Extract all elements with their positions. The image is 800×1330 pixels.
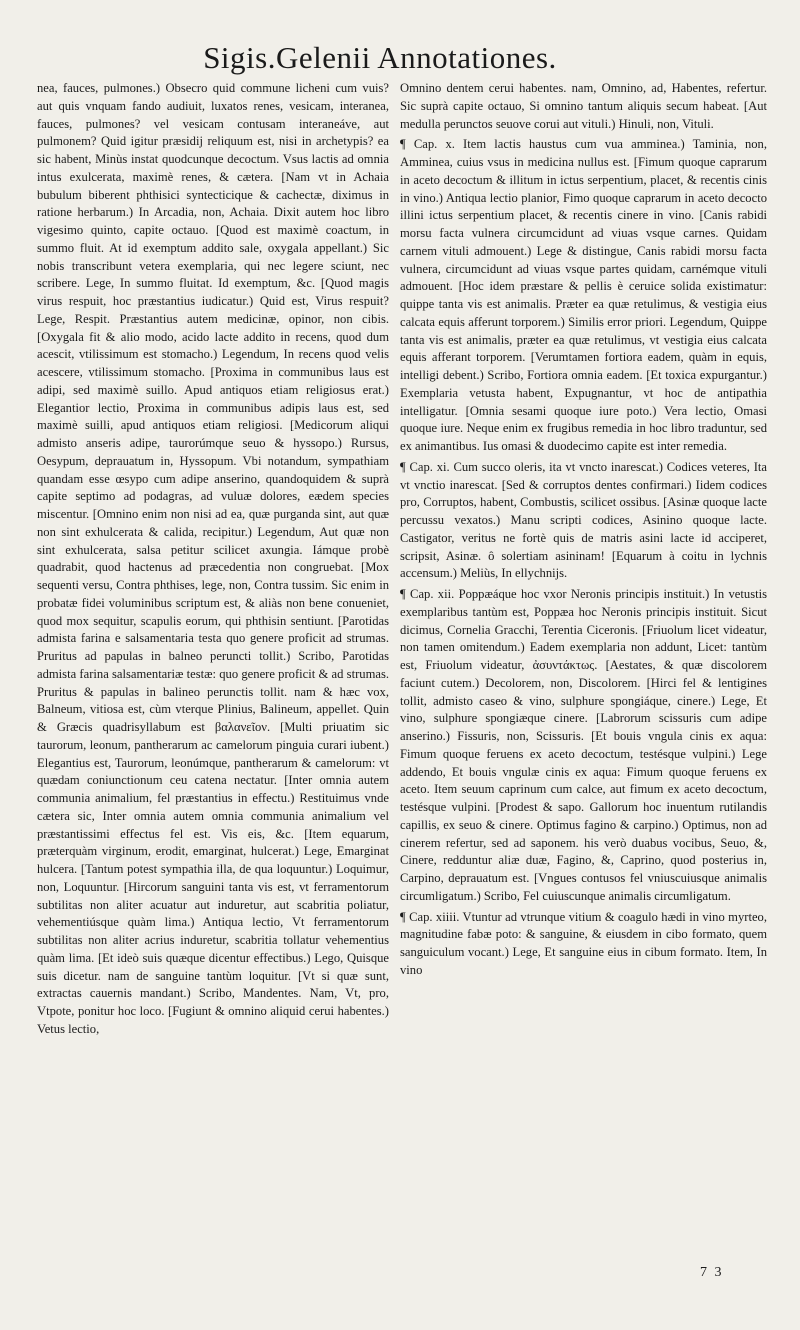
- paragraph: ¶ Cap. xiiii. Vtuntur ad vtrunque vitium & coagulo hædi in vino myrteo, magnitudine fabæ poto: & sanguine, & eiusdem in cibo formato, quem sanguiculum vocant.) Lege, Et sanguine eius in cibum formato. Item, In vino: [400, 909, 767, 977]
- paragraph: Omnino dentem cerui habentes. nam, Omnino, ad, Habentes, refertur. Sic suprà capite octauo, Si omnino tantum aliquis secum habeat. [Aut medulla perunctos seuove corui aut vituli.) Hinuli, non, Vituli.: [400, 81, 767, 131]
- right-column: [400, 80, 767, 1260]
- paragraph: nea, fauces, pulmones.) Obsecro quid commune licheni cum vuis? aut quis vnquam fando audiuit, luxatos renes, vesicam, interanea, fauces, pulmones? vel vesicam contusam interaneáve, aut pulmonem? Quid igitur præsidij reliquum est, nisi in archetypis? ea sic habent, Minùs instat quodcunque decoctum. Vsus lactis ad omnia intus exulcerata, maximè renes, & cætera. [Nam vt in Achaia bubulum biberent phthisici syntecticique & cachectæ, diximus in ratione herbarum.) In Arcadia, non, Achaia. Dixit autem hoc libro vigesimo quinto, capite octauo. [Quod est maximè coactum, in summo fluit. At id exemptum addito sale, oxygala appellant.) Sic nobis transcribunt vetera exemplaria, qui nec legere sciunt, nec scribere. Lege, In summo fluitat. Id exemptum, &c. [Quod magis virus respuit, hoc præstantius iudicatur.) Quid est, Virus respuit? Lege, Respit. Præstantius autem medicinæ, opinor, non cibis. [Oxygala fit & alio modo, acido lacte addito in recens, quod dum acescit, vtilissimum est stomacho.) Legendum, In recens quod velis acescere, vtilissimum stomacho. [Proxima in communibus laus est adipi, sed maximè suillo. Apud antiquos etiam religiosus erat.) Elegantior lectio, Proxima in communibus adipis laus est, sed maximè suilli, apud antiquos etiam religiosi. [Medicorum aliqui admisto anseris adipe, taurorúmque seuo & hyssopo.) Rursus, Oesypum, deprauatum in, Hyssopum. Vbi notandum, sympathiam quandam esse œsypo cum adipe anserino, quandoquidem & suprà capite septimo ad podagras, ad vuluæ dolores, eædem species miscentur. [Omnino enim non nisi ad ea, quæ purganda sint, aut quæ non sint exhulcerata & calida, recipitur.) Legendum, Aut quæ non sint exhulcerata, salsa petitur scilicet axungia. Iámque probè quadrabit, quod hactenus ad præcedentia non congruebat. [Mox sequenti versu, Contra phthises, lege, non, Contra tussim. Sic enim in probatæ fidei voluminibus scriptum est, & aliàs non bene conueniet, quod mox sequitur, scapulis eorum, qui phthisin sentiunt. [Parotidas admista farina e salsamentaria testa quo genere proficit ad strumas. Pruritus ad papulas in balneo peruncti tollit.) Scribo, Parotidas admista farina salsamentariæ testæ: quo genere proficit & ad strumas. Pruritus & papulas in balineo perunctis tollit. nam & hæc vox, Balneum, vitiosa est, cùm vterque Plinius, Balineum, appellet. Quin & Græcis quadrisyllabum est βαλανεῖον. [Multi priuatim sic taurorum, leonum, pantherarum ac camelorum pinguia curari iubent.) Elegantius est, Taurorum, leonúmque, pantherarum & camelorum: vt quædam coniunctionum ceu catena nectatur. [Inter omnia autem communia animalium, fel præstantius in effectu.) Restituimus vnde cætera sic, Inter omnia autem omnia communia animalium vel præstantissimi effectus fel est. Vis eis, &c. [Item equarum, præterquàm virginum, erodit, emarginat, hulcerat.) Lege, Emarginat hulcera. [Tantum potest sympathia illa, de qua loquuntur.) Loquimur, non, Loquuntur. [Hircorum sanguini tanta vis est, vt ferramentorum subtilitas non aliter acuatur aut induretur, aut scabritia poliatur, vehementiúsque quàm lima.) Antiqua lectio, Vt ferramentorum subtilitas non aliter acrius induretur, scabritia tollatur vehementius quàm lima. [Et ideò suis quæque dicentur effectibus.) Lego, Quisque suis dicetur. nam de sanguine tantùm loquitur. [Vt si quæ sunt, extractas cauernis mandant.) Scribo, Mandentes. Nam, Vt, pro, Vtpote, ponitur hoc loco. [Fugiunt & omnino aliquid cerui habentes.) Vetus lectio,: [37, 81, 389, 1036]
- left-column: [37, 80, 389, 1260]
- running-head: Sigis.Gelenii Annotationes.: [203, 40, 557, 75]
- paragraph: ¶ Cap. xi. Cum succo oleris, ita vt vncto inarescat.) Codices veteres, Ita vt vnctio inarescat. [Sed & corruptos dentes confirmari.) Iidem codices pro, Corruptos, habent, Combustis, scilicet ossibus. [Asinæ quoque lacte percussu vexatos.) Manu scripti codices, Asinino quoque lacte. Castigator, veritus ne fortè quis de matris asini lacte id acciperet, scripsit, Asinæ. ô solertiam asininam! [Equarum à coitu in lychnis accensum.) Meliùs, In ellychnijs.: [400, 459, 767, 581]
- paragraph: ¶ Cap. xii. Poppæáque hoc vxor Neronis principis instituit.) In vetustis exemplaribus tantùm est, Poppæa hoc Neronis principis instituit. Sicut dicimus, Cornelia Gracchi, Terentia Ciceronis. [Friuolum licet videatur, non tamen omitendum.) Eadem exemplaria non addunt, Licet: tantùm est, Friuolum videatur, ἀσυντάκτως. [Aestates, & quæ discolorem faciunt cutem.) Decolorem, non, Discolorem. [Hirci fel & lentigines tollit, admisto caseo & vino, sulphure spongiáque, cinere.) Lege, Et vino, sulphure spongiæque cinere. [Labrorum scissuris cum adipe anserino.) Fissuris, non, Scissuris. [Et bouis vngula cinis ex aqua: Fimum quoque feruens ex aceto decoctum, testésque vulpini.) Lege addendo, Et bouis vngulæ cinis ex aqua: Fimum quoque feruens ex aceto. Item seuum caprinum cum calce, aut fimum ex aceto decoctum, testésque vulpini. [Prodest & sapo. Gallorum hoc inuentum rutilandis capillis, ex seuo & cinere. Optimus fagino & carpino.) Optimus, non ad cinerem refertur, sed ad saponem. his verò duabus vocibus, Seuo, &, Cinere, redduntur aliæ duæ, Fagino, &, Caprino, quod posterius in, Carpino, deprauatum est. [Vngues contusos fel vniuscuiusque animalis circumligatum.) Scribo, Fel cuiuscunque animalis circumligatum.: [400, 587, 767, 903]
- paragraph: ¶ Cap. x. Item lactis haustus cum vua amminea.) Taminia, non, Amminea, cuius vsus in medicina nullus est. [Fimum quoque caprarum in aceto decoctum & illitum in ictus serpentium, placet, & recentis cinis in vino.) Antiqua lectio planior, Fimo quoque caprarum in aceto decocto illini ictus serpentium placet, & recentis cinere in vino. [Canis rabidi morsu facta vulnera circumcidunt ad viuas vsque carnes. Quidam carnem vituli admouent.) Lege & distingue, Canis rabidi morsu facta vulnera, circumcidunt ad viuas vsque partes quidam, carnémque vituli admouent. [Hoc idem præstare & pellis è ceruice solida existimatur: quippe tanta vis est animalis. Præter ea quæ retulimus, & vestigia eius calcata equis afferunt torporem.) Similis error priori. Legendum, Quippe tanta vis est animalis, præter ea quæ retulimus, vt vestigia eius calcata equis afferant torporem. [Verumtamen fortiora eadem, quàm in equis, intelligi debent.) Scribo, Fortiora omnia eadem. [Et toxica expurgantur.) Exemplaria vetusta habent, Expugnantur, vt hoc de antipathia intelligatur. [Omnia sesami quoque iure poto.) Vera lectio, Omasi quoque iure. Neque enim ex frugibus remedia in hoc libro traduntur, sed ex animantibus. Ius omasi & duodecimo capite est inter remedia.: [400, 137, 767, 453]
- page-number: 7 3: [700, 1265, 724, 1280]
